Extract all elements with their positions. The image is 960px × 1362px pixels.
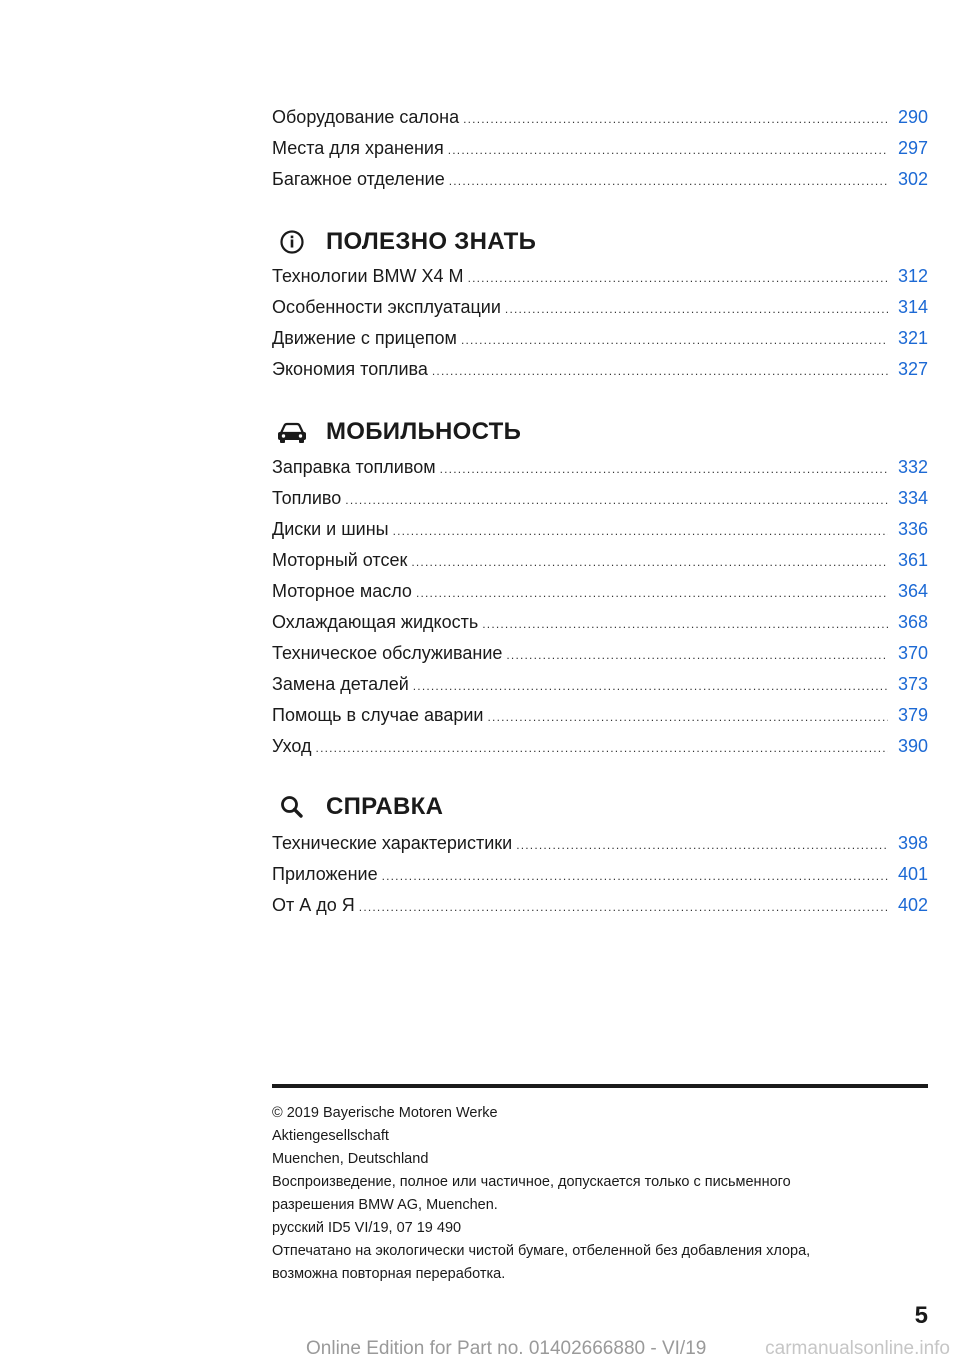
page-number: 5 (914, 1302, 928, 1329)
dot-leader (461, 325, 888, 356)
toc-entry-title: Багажное отделение (272, 169, 445, 189)
toc-entry[interactable] (272, 828, 928, 859)
legal-line: © 2019 Bayerische Motoren Werke (272, 1105, 498, 1121)
dot-leader (468, 263, 888, 294)
toc-entry-title: Моторный отсек (272, 550, 408, 570)
toc-entry-page[interactable]: 327 (897, 359, 928, 379)
toc-entry[interactable] (272, 890, 928, 921)
legal-line: Отпечатано на экологически чистой бумаге, отбеленной без добавления хлора, (272, 1243, 811, 1259)
toc-group-useful (272, 261, 928, 385)
legal-line: возможна повторная переработка. (272, 1266, 506, 1282)
dot-leader (463, 104, 888, 135)
dot-leader (482, 609, 888, 640)
toc-entry-title: Моторное масло (272, 581, 412, 601)
toc-entry-title: Диски и шины (272, 519, 389, 539)
toc-entry-page[interactable]: 290 (897, 107, 928, 127)
dot-leader (505, 294, 888, 325)
toc-entry-page[interactable]: 370 (897, 643, 928, 663)
dot-leader (316, 733, 888, 764)
dot-leader (449, 166, 888, 197)
toc-entry-page[interactable]: 297 (897, 138, 928, 158)
dot-leader (411, 547, 888, 578)
dot-leader (506, 640, 888, 671)
toc-entry-page[interactable]: 364 (897, 581, 928, 601)
dot-leader (393, 516, 888, 547)
toc-entry[interactable] (272, 164, 928, 195)
section-header-mobility (272, 412, 928, 452)
toc-entry[interactable] (272, 261, 928, 292)
toc-entry-title: Приложение (272, 864, 378, 884)
search-icon (272, 791, 312, 823)
toc-entry[interactable] (272, 731, 928, 762)
toc-entry-page[interactable]: 361 (897, 550, 928, 570)
toc-entry-page[interactable]: 401 (897, 864, 928, 884)
section-header-useful (272, 222, 928, 262)
toc-entry-title: Технические характеристики (272, 833, 513, 853)
toc-entry[interactable] (272, 292, 928, 323)
toc-entry-page[interactable]: 379 (897, 705, 928, 725)
toc-entry[interactable] (272, 102, 928, 133)
toc-entry-page[interactable]: 334 (897, 488, 928, 508)
toc-entry-title: Топливо (272, 488, 342, 508)
toc-group-interior (272, 102, 928, 195)
toc-entry[interactable] (272, 133, 928, 164)
toc-entry-page[interactable]: 332 (897, 457, 928, 477)
toc-entry-page[interactable]: 373 (897, 674, 928, 694)
section-header-reference (272, 787, 928, 827)
horizontal-rule (272, 1084, 928, 1088)
legal-notice (272, 1102, 912, 1286)
dot-leader (413, 671, 888, 702)
toc-group-mobility (272, 452, 928, 762)
section-heading: ПОЛЕЗНО ЗНАТЬ (326, 228, 537, 255)
dot-leader (488, 702, 889, 733)
toc-entry-title: Места для хранения (272, 138, 444, 158)
footer-bar (0, 1336, 960, 1362)
toc-entry-title: Замена деталей (272, 674, 409, 694)
legal-line: разрешения BMW AG, Muenchen. (272, 1197, 498, 1213)
toc-entry[interactable] (272, 514, 928, 545)
toc-entry[interactable] (272, 483, 928, 514)
section-heading: МОБИЛЬНОСТЬ (326, 418, 522, 445)
edition-text: Online Edition for Part no. 01402666880 - VI/19 (306, 1338, 707, 1359)
dot-leader (440, 454, 888, 485)
toc-entry-page[interactable]: 312 (897, 266, 928, 286)
toc-entry-title: Особенности эксплуатации (272, 297, 501, 317)
toc-entry-page[interactable]: 390 (897, 736, 928, 756)
toc-entry-page[interactable]: 336 (897, 519, 928, 539)
info-icon (272, 226, 312, 258)
section-heading: СПРАВКА (326, 793, 444, 820)
toc-entry-page[interactable]: 302 (897, 169, 928, 189)
toc-entry-title: Оборудование салона (272, 107, 460, 127)
toc-entry-title: Экономия топлива (272, 359, 428, 379)
toc-entry-title: Техническое обслуживание (272, 643, 503, 663)
dot-leader (416, 578, 888, 609)
toc-entry[interactable] (272, 452, 928, 483)
dot-leader (516, 830, 888, 861)
dot-leader (448, 135, 888, 166)
toc-entry[interactable] (272, 700, 928, 731)
toc-entry-title: Помощь в случае аварии (272, 705, 484, 725)
legal-line: Muenchen, Deutschland (272, 1151, 429, 1167)
dot-leader (382, 861, 888, 892)
legal-line: Aktiengesellschaft (272, 1128, 389, 1144)
toc-entry-title: Охлаждающая жидкость (272, 612, 479, 632)
toc-entry[interactable] (272, 607, 928, 638)
toc-entry-title: Технологии BMW X4 M (272, 266, 464, 286)
toc-group-reference (272, 828, 928, 921)
toc-entry-page[interactable]: 314 (897, 297, 928, 317)
toc-entry-title: Движение с прицепом (272, 328, 457, 348)
toc-entry[interactable] (272, 323, 928, 354)
toc-entry[interactable] (272, 638, 928, 669)
toc-entry-page[interactable]: 321 (897, 328, 928, 348)
toc-entry[interactable] (272, 354, 928, 385)
toc-entry-title: Уход (272, 736, 312, 756)
toc-entry-page[interactable]: 398 (897, 833, 928, 853)
legal-line: Воспроизведение, полное или частичное, допускается только с письменного (272, 1174, 791, 1190)
toc-entry[interactable] (272, 576, 928, 607)
toc-entry[interactable] (272, 669, 928, 700)
toc-entry[interactable] (272, 545, 928, 576)
dot-leader (432, 356, 888, 387)
watermark-text[interactable]: carmanualsonline.info (765, 1338, 950, 1359)
toc-entry-title: От А до Я (272, 895, 355, 915)
legal-line: русский ID5 VI/19, 07 19 490 (272, 1220, 462, 1236)
toc-entry-page[interactable]: 368 (897, 612, 928, 632)
toc-entry-page[interactable]: 402 (897, 895, 928, 915)
car-icon (272, 416, 312, 448)
dot-leader (359, 892, 888, 923)
toc-entry-title: Заправка топливом (272, 457, 436, 477)
dot-leader (345, 485, 888, 516)
toc-entry[interactable] (272, 859, 928, 890)
